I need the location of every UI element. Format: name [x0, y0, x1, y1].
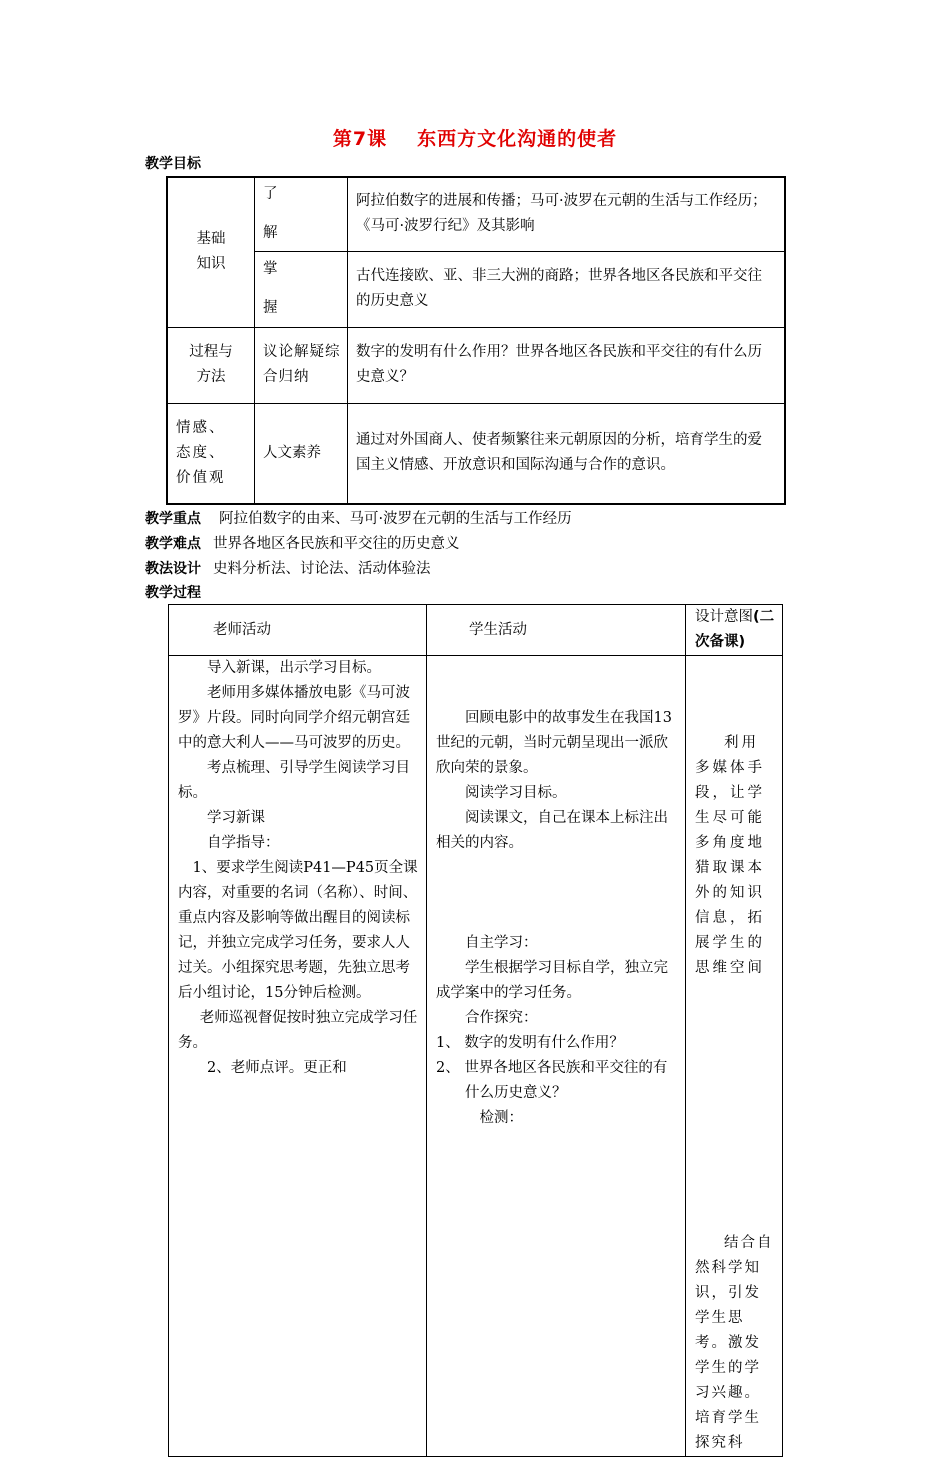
difficulty	[145, 532, 460, 553]
difficulty-label: 教学难点	[145, 536, 201, 552]
header-teacher: 老师活动	[169, 605, 427, 656]
method-text: 史料分析法、讨论法、活动体验法	[213, 561, 431, 577]
section-goals-label: 教学目标	[145, 156, 201, 172]
student-item: 学生根据学习目标自学，独立完成学案中的学习任务。	[436, 960, 668, 1001]
teacher-item: 老师用多媒体播放电影《马可波罗》片段。同时向同学介绍元朝宫廷中的意大利人——马可波罗的历史。	[178, 685, 410, 751]
page-title	[0, 124, 950, 151]
method-label: 教法设计	[145, 561, 201, 577]
teacher-item: 老师巡视督促按时独立完成学习任务。	[178, 1010, 418, 1051]
design-intent	[686, 656, 783, 1457]
difficulty-text: 世界各地区各民族和平交往的历史意义	[213, 536, 460, 552]
student-item: 1、 数字的发明有什么作用？	[436, 1035, 624, 1051]
teacher-item: 1、要求学生阅读P41—P45页全课内容，对重要的名词（名称）、时间、重点内容及影响等做出醒目的阅读标记，并独立完成学习任务，要求人人过关。小组探究思考题，先独立思考后小组讨论，15分钟后检测。	[178, 860, 418, 1001]
design-item: 利用多媒体手段，让学生尽可能多角度地猎取课本外的知识信息，拓展学生的思维空间	[695, 735, 765, 976]
teacher-item: 导入新课，出示学习目标。	[207, 660, 381, 676]
understand-text: 阿拉伯数字的进展和传播；马可·波罗在元朝的生活与工作经历；《马可·波罗行纪》及其影响	[348, 177, 786, 251]
teacher-item: 考点梳理、引导学生阅读学习目标。	[178, 760, 410, 801]
student-item: 2、 世界各地区各民族和平交往的有什么历史意义？	[436, 1060, 668, 1101]
understand-l2: 解	[263, 225, 278, 242]
student-item: 阅读课文，自己在课本上标注出相关的内容。	[436, 810, 668, 851]
header-student: 学生活动	[427, 605, 686, 656]
process-table	[168, 604, 783, 1457]
student-item: 自主学习：	[465, 935, 538, 951]
master-l1: 掌	[263, 261, 278, 277]
lesson-number: 第7课	[332, 128, 388, 150]
goals-table	[166, 176, 786, 505]
master-text: 古代连接欧、亚、非三大洲的商路；世界各地区各民族和平交往的历史意义	[348, 251, 786, 327]
header-design-text: 设计意图	[695, 609, 753, 625]
student-item: 合作探究：	[465, 1010, 538, 1026]
design-item: 结合自然科学知识，引发学生思考。激发学生的学习兴趣。培育学生探究科	[695, 1235, 774, 1451]
emotion-approach: 人文素养	[255, 403, 348, 504]
header-design	[686, 605, 783, 656]
teacher-activities	[169, 656, 427, 1457]
process-text: 数字的发明有什么作用？世界各地区各民族和平交往的有什么历史意义？	[348, 327, 786, 403]
process-method-approach-text: 议论解疑综合归纳	[263, 344, 341, 385]
understand-cell	[255, 177, 348, 251]
emotion-cell	[167, 403, 255, 504]
emotion-label: 情感、态度、价值观	[176, 419, 226, 486]
master-l2: 握	[263, 300, 278, 316]
student-activities	[427, 656, 686, 1457]
section-process-label: 教学过程	[145, 585, 201, 601]
header-design-bold: (二次备课)	[695, 609, 775, 650]
teacher-item: 学习新课	[207, 810, 265, 826]
basic-knowledge-cell	[167, 177, 255, 327]
master-cell	[255, 251, 348, 327]
student-item: 阅读学习目标。	[465, 785, 567, 801]
student-item: 检测：	[479, 1110, 523, 1126]
key-point	[145, 507, 572, 528]
understand-l1: 了	[263, 186, 278, 203]
key-point-label: 教学重点	[145, 511, 201, 527]
basic-knowledge-label: 基础知识	[196, 231, 226, 273]
process-method-approach	[255, 327, 348, 403]
process-method-cell	[167, 327, 255, 403]
teacher-item: 自学指导：	[207, 835, 280, 851]
teaching-method	[145, 557, 431, 578]
process-method-label: 过程与方法	[189, 344, 233, 385]
lesson-name: 东西方文化沟通的使者	[417, 128, 618, 150]
student-item: 回顾电影中的故事发生在我国13世纪的元朝，当时元朝呈现出一派欣欣向荣的景象。	[436, 710, 672, 776]
teacher-item: 2、老师点评。更正和	[207, 1060, 347, 1076]
key-point-text: 阿拉伯数字的由来、马可·波罗在元朝的生活与工作经历	[219, 511, 572, 527]
emotion-text: 通过对外国商人、使者频繁往来元朝原因的分析，培育学生的爱国主义情感、开放意识和国际沟通与合作的意识。	[348, 403, 786, 504]
